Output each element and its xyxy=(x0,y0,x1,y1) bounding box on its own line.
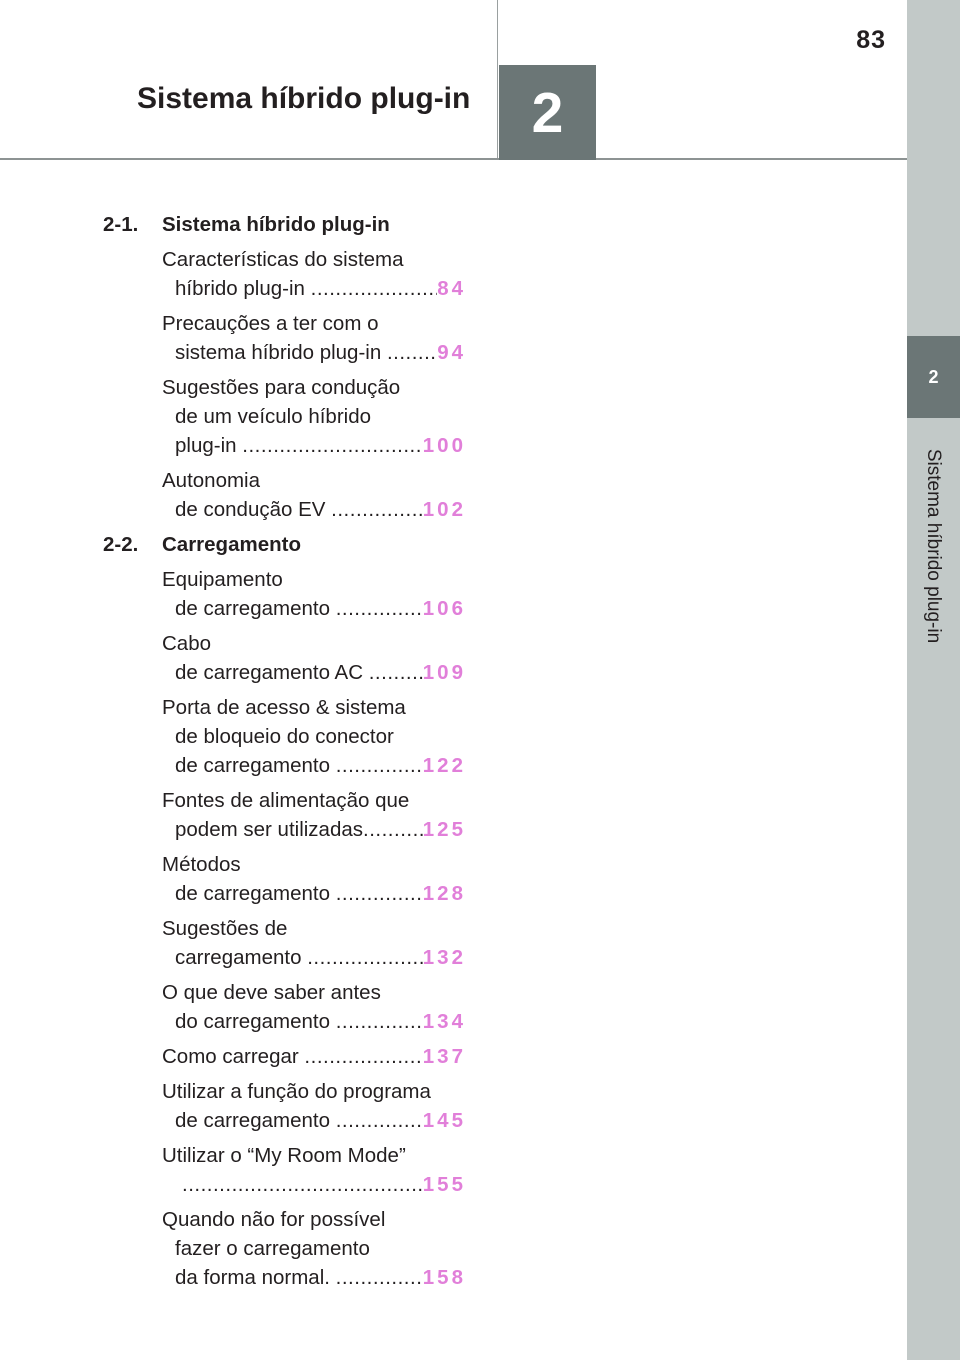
toc-entry-leader-line xyxy=(162,943,466,972)
toc-entry-line: Sugestões de xyxy=(162,917,288,940)
chapter-side-strip xyxy=(907,0,960,1360)
toc-entry[interactable] xyxy=(162,565,466,623)
dot-leader xyxy=(336,879,423,908)
side-label-text: Sistema híbrido plug-in xyxy=(923,448,944,644)
toc-page-link[interactable]: 125 xyxy=(422,818,466,841)
toc-section xyxy=(103,210,463,239)
toc-entry-line: Autonomia xyxy=(162,469,261,492)
toc-entry-line: Porta de acesso & sistema xyxy=(162,696,406,719)
toc-entry-line: Como carregar xyxy=(162,1045,305,1068)
toc-entry-line: de carregamento xyxy=(175,597,336,620)
toc-entry[interactable] xyxy=(162,309,466,367)
toc-page-link[interactable]: 94 xyxy=(437,341,466,364)
toc-entry-leader-line xyxy=(162,274,466,303)
toc-entry[interactable] xyxy=(162,466,466,524)
toc-entry-line: Equipamento xyxy=(162,568,283,591)
toc-entry-leader-line xyxy=(162,751,466,780)
header-divider-vertical xyxy=(497,0,498,160)
toc-entry-line: Fontes de alimentação que xyxy=(162,789,410,812)
dot-leader xyxy=(242,431,423,460)
toc-entry-leader-line xyxy=(162,658,466,687)
toc-entry-line: Métodos xyxy=(162,853,241,876)
toc-page-link[interactable]: 122 xyxy=(422,754,466,777)
table-of-contents xyxy=(103,204,466,1298)
toc-entry[interactable] xyxy=(162,786,466,844)
toc-page-link[interactable]: 128 xyxy=(422,882,466,905)
toc-entry-leader-line xyxy=(162,1263,466,1292)
dot-leader xyxy=(182,1170,423,1199)
page-number: 83 xyxy=(856,26,886,54)
toc-entry-leader-line xyxy=(162,1042,466,1071)
toc-entry[interactable] xyxy=(162,693,466,780)
toc-entry-leader-line xyxy=(162,879,466,908)
dot-leader xyxy=(336,751,423,780)
toc-entry-line: Utilizar o “My Room Mode” xyxy=(162,1144,406,1167)
dot-leader xyxy=(304,1042,422,1071)
dot-leader xyxy=(369,658,423,687)
dot-leader xyxy=(363,815,423,844)
dot-leader xyxy=(336,1263,423,1292)
toc-entry[interactable] xyxy=(162,1077,466,1135)
toc-entry[interactable] xyxy=(162,914,466,972)
toc-section-title: Carregamento xyxy=(162,533,301,556)
toc-entry[interactable] xyxy=(162,1205,466,1292)
toc-page-link[interactable]: 100 xyxy=(422,434,466,457)
toc-entry-line: Utilizar a função do programa xyxy=(162,1080,431,1103)
toc-entry-leader-line xyxy=(162,431,466,460)
toc-entry-line: de carregamento xyxy=(175,754,336,777)
toc-entry-line: de carregamento xyxy=(175,882,336,905)
toc-entry[interactable] xyxy=(162,373,466,460)
toc-entry[interactable] xyxy=(162,245,466,303)
dot-leader xyxy=(336,1007,423,1036)
toc-page-link[interactable]: 145 xyxy=(422,1109,466,1132)
toc-entry[interactable] xyxy=(162,1141,466,1199)
toc-entry-line: de carregamento xyxy=(175,1109,336,1132)
toc-page-link[interactable]: 137 xyxy=(422,1045,466,1068)
toc-section-number: 2-1. xyxy=(103,213,139,236)
toc-entry-leader-line xyxy=(162,1007,466,1036)
toc-entry-line: plug-in xyxy=(175,434,243,457)
toc-entry-line: híbrido plug-in xyxy=(175,277,311,300)
toc-entry-line: Características do sistema xyxy=(162,248,404,271)
toc-entry-line: O que deve saber antes xyxy=(162,981,381,1004)
toc-entry-line: carregamento xyxy=(175,946,308,969)
toc-entry-line: de bloqueio do conector xyxy=(175,725,394,748)
toc-entry-line: do carregamento xyxy=(175,1010,336,1033)
toc-page-link[interactable]: 102 xyxy=(422,498,466,521)
toc-page-link[interactable]: 155 xyxy=(422,1173,466,1196)
toc-page-link[interactable]: 134 xyxy=(422,1010,466,1033)
toc-entry-line: Sugestões para condução xyxy=(162,376,401,399)
toc-entry-line: Precauções a ter com o xyxy=(162,312,379,335)
dot-leader xyxy=(387,338,437,367)
toc-entry-line: de um veículo híbrido xyxy=(175,405,372,428)
chapter-side-tab[interactable]: 2 xyxy=(907,336,960,418)
toc-entry-line: Quando não for possível xyxy=(162,1208,386,1231)
toc-section-number: 2-2. xyxy=(103,533,139,556)
toc-page-link[interactable]: 106 xyxy=(422,597,466,620)
toc-entry[interactable] xyxy=(162,1042,466,1071)
toc-entry-line: fazer o carregamento xyxy=(175,1237,370,1260)
dot-leader xyxy=(307,943,423,972)
toc-page-link[interactable]: 84 xyxy=(437,277,466,300)
toc-entry[interactable] xyxy=(162,629,466,687)
toc-entry-leader-line xyxy=(162,1106,466,1135)
dot-leader xyxy=(336,594,423,623)
toc-entry[interactable] xyxy=(162,978,466,1036)
toc-entry-line: sistema híbrido plug-in xyxy=(175,341,387,364)
toc-entry-leader-line xyxy=(162,815,466,844)
header-divider-horizontal xyxy=(0,158,907,160)
toc-entry-leader-line xyxy=(162,495,466,524)
toc-page-link[interactable]: 132 xyxy=(422,946,466,969)
dot-leader xyxy=(311,274,438,303)
toc-entry-leader-line xyxy=(162,1170,466,1199)
toc-entry-line: podem ser utilizadas xyxy=(175,818,364,841)
toc-page-link[interactable]: 158 xyxy=(422,1266,466,1289)
chapter-title: Sistema híbrido plug-in xyxy=(137,82,471,115)
toc-entry-line: de carregamento AC xyxy=(175,661,369,684)
toc-section xyxy=(103,530,463,559)
toc-entry-leader-line xyxy=(162,338,466,367)
toc-page-link[interactable]: 109 xyxy=(422,661,466,684)
toc-entry-line: da forma normal. xyxy=(175,1266,336,1289)
chapter-number-box: 2 xyxy=(499,65,596,160)
toc-entry[interactable] xyxy=(162,850,466,908)
dot-leader xyxy=(336,1106,423,1135)
toc-entry-line: de condução EV xyxy=(175,498,332,521)
dot-leader xyxy=(331,495,423,524)
toc-entry-line: Cabo xyxy=(162,632,212,655)
toc-section-title: Sistema híbrido plug-in xyxy=(162,213,390,236)
toc-entry-leader-line xyxy=(162,594,466,623)
